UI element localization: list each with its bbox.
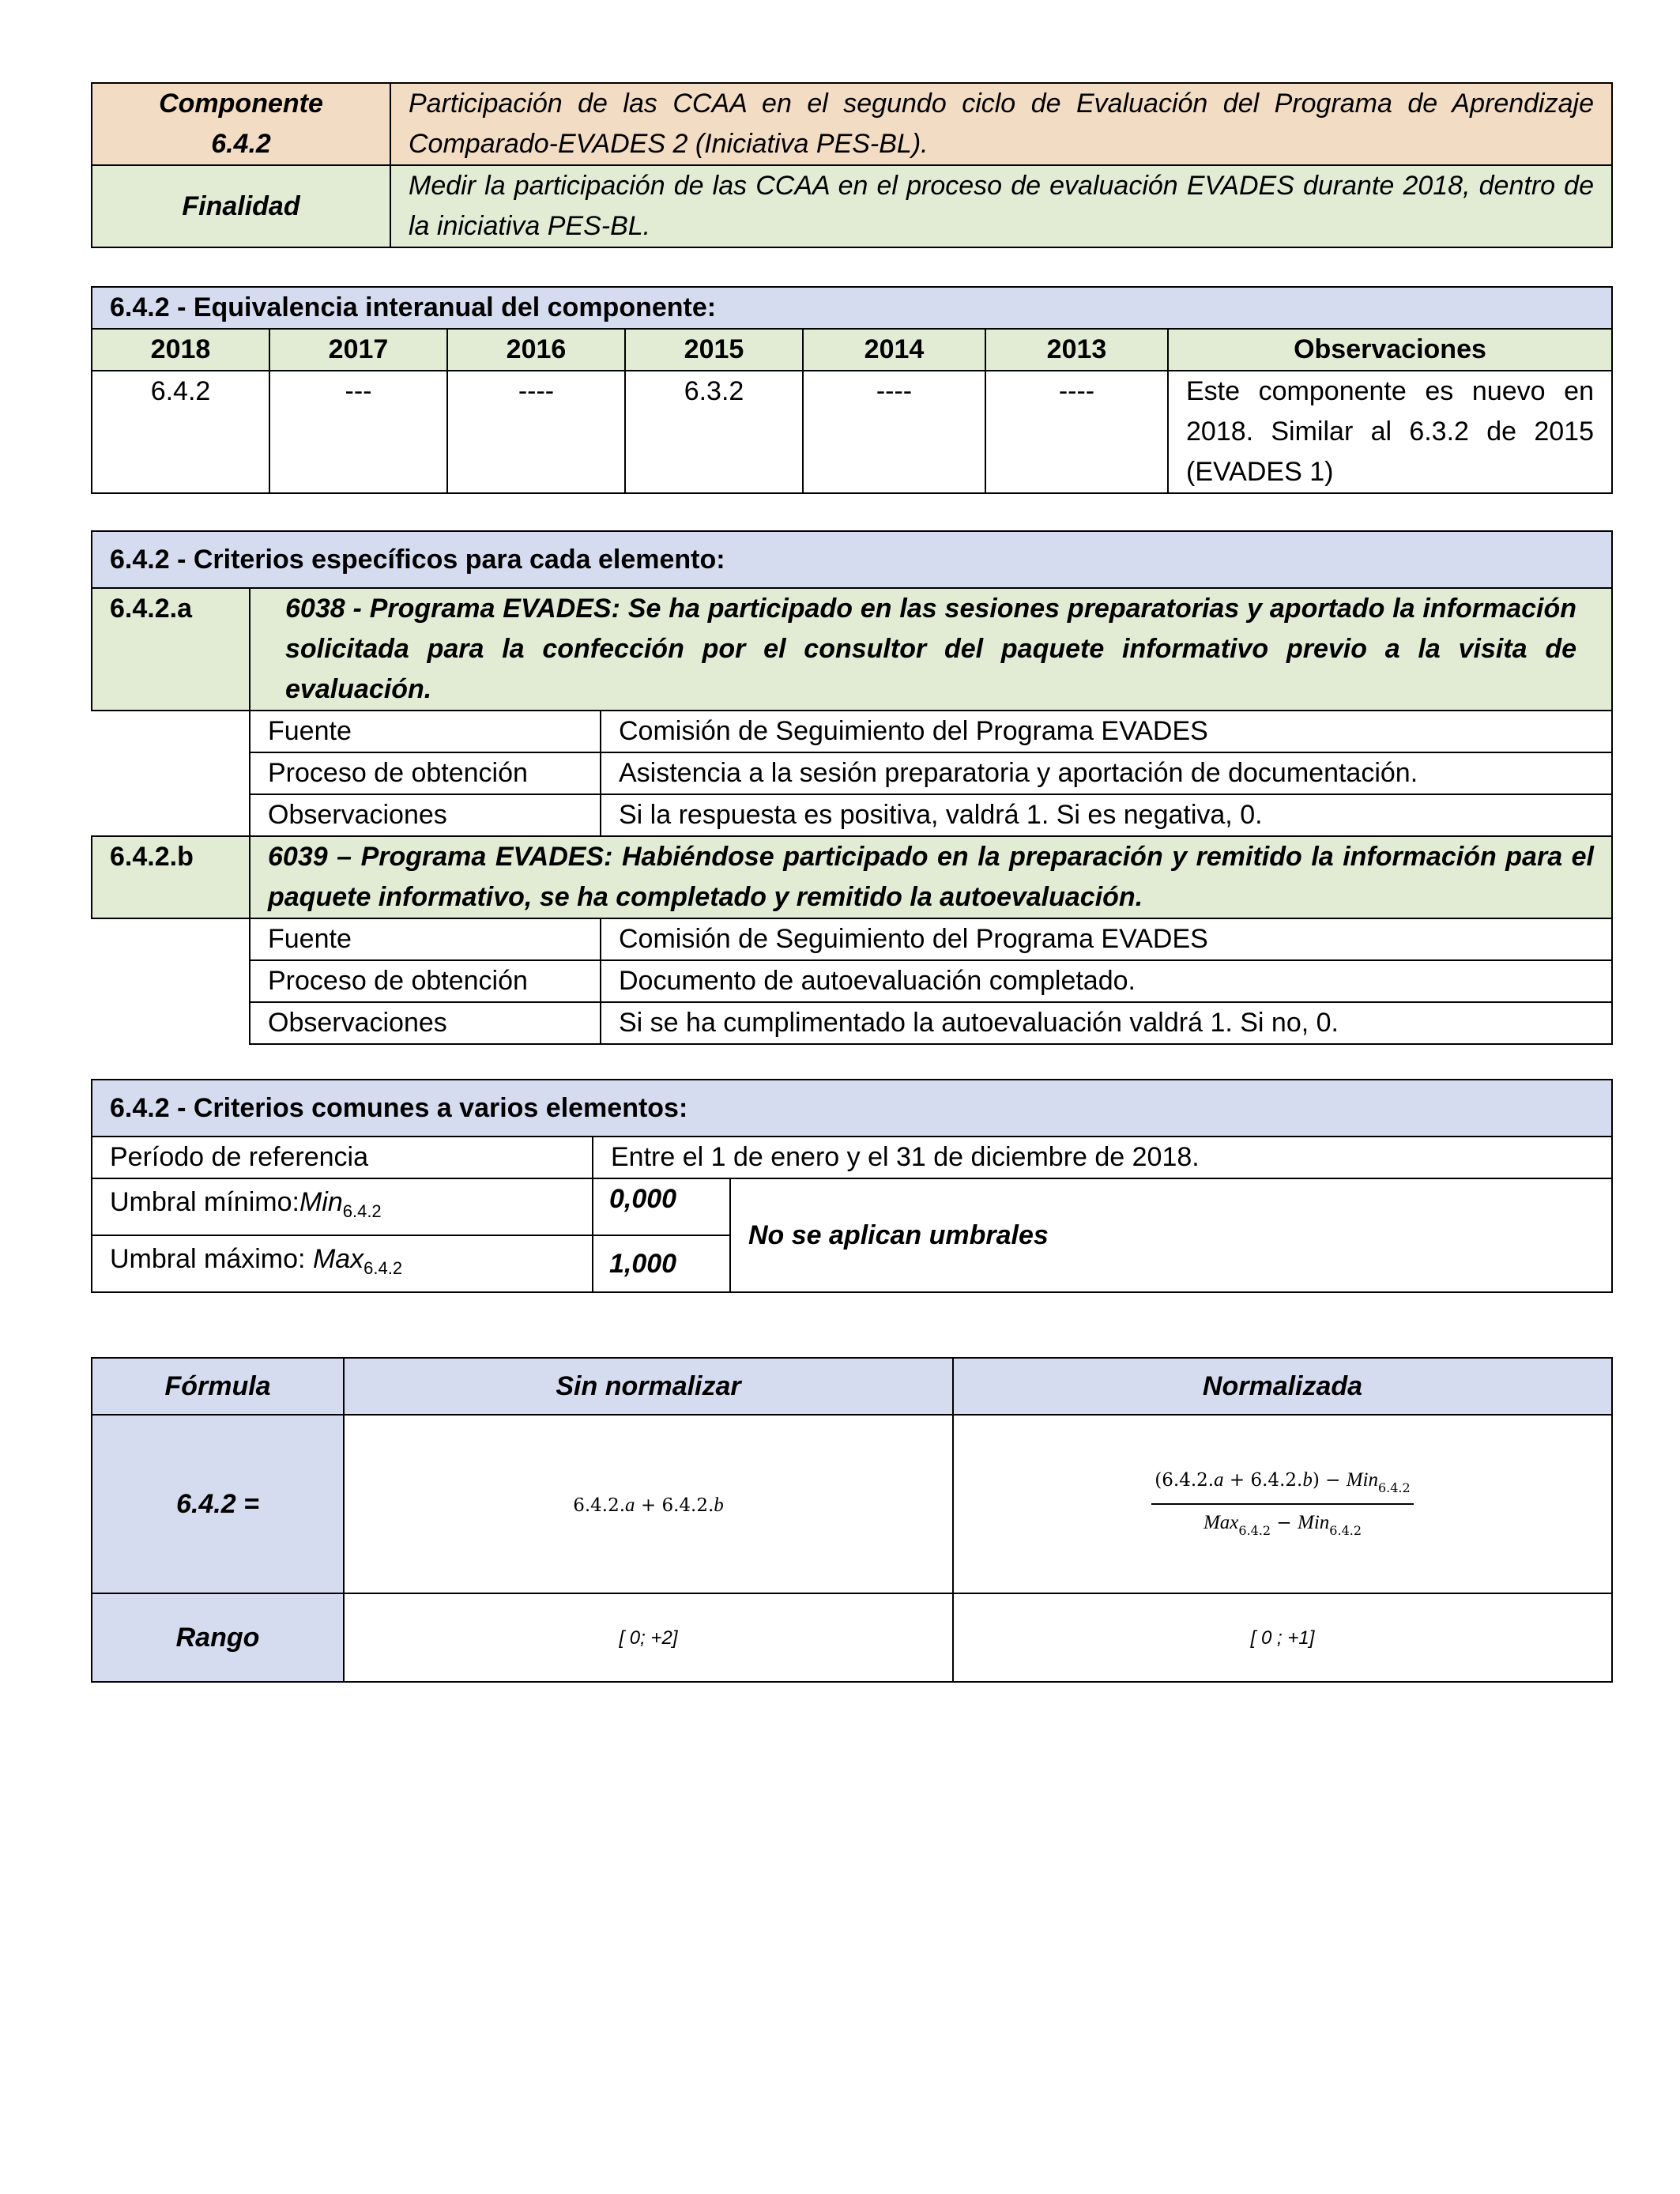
criterion-b-code: 6.4.2.b [92,836,250,918]
specific-criteria-table [91,530,1613,1045]
rango-normalized: [ 0 ; +1] [953,1593,1612,1682]
equiv-value-2018: 6.4.2 [92,371,269,493]
criterion-a-code: 6.4.2.a [92,588,250,711]
common-criteria-table [91,1079,1613,1293]
equiv-header-2018: 2018 [92,329,269,371]
equiv-header-observaciones: Observaciones [1168,329,1612,371]
finalidad-label: Finalidad [92,165,390,247]
equiv-observaciones: Este componente es nuevo en 2018. Similar al 6.3.2 de 2015 (EVADES 1) [1168,371,1612,493]
max-threshold-label: Umbral máximo: Max$_{6.4.2}$ [92,1235,593,1292]
component-table [91,82,1613,248]
component-label-cell [92,83,390,165]
criterion-a-observaciones-label: Observaciones [250,794,601,836]
formula-label: 6.4.2 = [92,1415,344,1593]
formula-table [91,1357,1613,1683]
equiv-header-2013: 2013 [985,329,1168,371]
normalized-formula [953,1415,1612,1593]
spacer [92,711,250,752]
normalized-header: Normalizada [953,1358,1612,1415]
criterion-a-proceso-value: Asistencia a la sesión preparatoria y aportación de documentación. [601,752,1612,794]
threshold-note: No se aplican umbrales [730,1178,1612,1292]
rango-raw: [ 0; +2] [344,1593,953,1682]
criterion-a-observaciones-value: Si la respuesta es positiva, valdrá 1. Si es negativa, 0. [601,794,1612,836]
normalized-fraction [1151,1464,1413,1544]
spacer [92,794,250,836]
criterion-a-fuente-label: Fuente [250,711,601,752]
criterion-b-description: 6039 – Programa EVADES: Habiéndose participado en la preparación y remitido la información para el paquete informativo, se ha completado y remitido la autoevaluación. [250,836,1612,918]
component-number: 6.4.2 [211,129,271,159]
criterion-b-fuente-label: Fuente [250,918,601,960]
spacer [92,918,250,960]
equiv-header-2015: 2015 [625,329,803,371]
specific-criteria-title: 6.4.2 - Criterios específicos para cada elemento: [92,531,1612,588]
equiv-value-2013: ---- [985,371,1168,493]
fraction-numerator: (6.4.2.a + 6.4.2.b) − Min$_{6.4.2}$ [1151,1464,1413,1505]
criterion-a-proceso-label: Proceso de obtención [250,752,601,794]
criterion-b-fuente-value: Comisión de Seguimiento del Programa EVADES [601,918,1612,960]
equiv-header-2016: 2016 [447,329,625,371]
min-threshold-label: Umbral mínimo:Min$_{6.4.2}$ [92,1178,593,1235]
spacer [92,1002,250,1044]
equiv-value-2017: --- [269,371,447,493]
equiv-value-2016: ---- [447,371,625,493]
equivalence-title: 6.4.2 - Equivalencia interanual del componente: [92,287,1612,329]
criterion-b-proceso-label: Proceso de obtención [250,960,601,1002]
period-label: Período de referencia [92,1137,593,1178]
fraction-denominator: Max$_{6.4.2}$ − Min$_{6.4.2}$ [1203,1512,1362,1538]
criterion-a-fuente-value: Comisión de Seguimiento del Programa EVADES [601,711,1612,752]
criterion-a-description: 6038 - Programa EVADES: Se ha participado en las sesiones preparatorias y aportado la información solicitada para la confección por el consultor del paquete informativo previo a la visita de evaluación. [250,588,1612,711]
max-threshold-value: 1,000 [593,1235,730,1292]
spacer [92,752,250,794]
finalidad-text: Medir la participación de las CCAA en el proceso de evaluación EVADES durante 2018, dentro de la iniciativa PES-BL. [390,165,1612,247]
raw-header: Sin normalizar [344,1358,953,1415]
equiv-value-2014: ---- [803,371,985,493]
formula-header: Fórmula [92,1358,344,1415]
spacer [92,960,250,1002]
equiv-header-2017: 2017 [269,329,447,371]
component-description: Participación de las CCAA en el segundo ciclo de Evaluación del Programa de Aprendizaje Comparado-EVADES 2 (Iniciativa PES-BL). [390,83,1612,165]
criterion-b-proceso-value: Documento de autoevaluación completado. [601,960,1612,1002]
equivalence-table [91,286,1613,494]
equiv-value-2015: 6.3.2 [625,371,803,493]
min-threshold-value: 0,000 [593,1178,730,1235]
raw-formula: 6.4.2.a + 6.4.2.b [344,1415,953,1593]
common-criteria-title: 6.4.2 - Criterios comunes a varios elementos: [92,1080,1612,1137]
component-label: Componente [159,89,323,119]
period-value: Entre el 1 de enero y el 31 de diciembre de 2018. [593,1137,1612,1178]
equiv-header-2014: 2014 [803,329,985,371]
criterion-b-observaciones-value: Si se ha cumplimentado la autoevaluación valdrá 1. Si no, 0. [601,1002,1612,1044]
rango-label: Rango [92,1593,344,1682]
criterion-b-observaciones-label: Observaciones [250,1002,601,1044]
